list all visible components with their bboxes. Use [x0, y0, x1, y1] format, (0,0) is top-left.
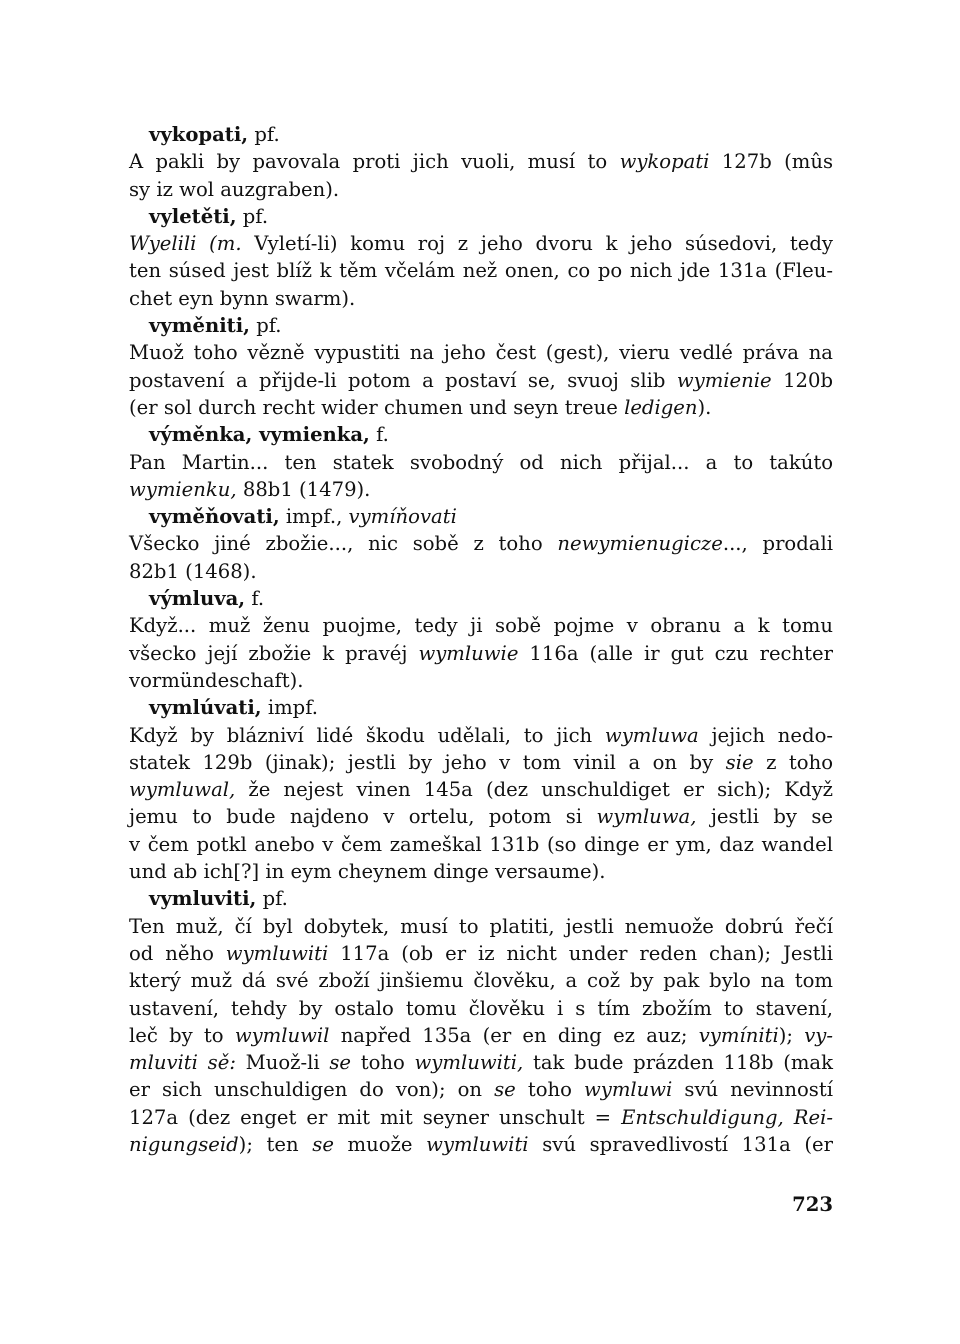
- entry-text-line: [129, 285, 833, 312]
- text-run: ); ten: [238, 1132, 313, 1156]
- entry-text-line: [129, 148, 833, 175]
- entry-text-line: [129, 530, 833, 557]
- italic-citation: se: [494, 1078, 516, 1102]
- text-run: ustavení, tehdy by ostalo tomu člověku i s tím zbožím to stavení,: [129, 996, 833, 1020]
- italic-citation: sie: [725, 750, 754, 774]
- italic-citation: wymluwiti,: [414, 1051, 524, 1075]
- text-run: jestli by se: [696, 805, 833, 829]
- page-number: 723: [792, 1193, 833, 1216]
- text-run: Muož toho vězně vypustiti na jeho čest (gest), vieru vedlé práva na: [129, 341, 833, 365]
- italic-citation: wymluwal,: [129, 778, 236, 802]
- text-run: 127b (mûs: [709, 150, 833, 174]
- italic-citation: wymluwil: [234, 1023, 330, 1047]
- text-run: pf.: [249, 314, 282, 338]
- entry-text-line: [129, 1049, 833, 1076]
- entry-text-line: [129, 1076, 833, 1103]
- headword: vyměňovati,: [149, 505, 280, 529]
- text-run: Pan Martin... ten statek svobodný od nich přijal... a to takúto: [129, 450, 833, 474]
- entry-text-line: [129, 749, 833, 776]
- text-run: Všecko jiné zbožie..., nic sobě z toho: [129, 532, 558, 556]
- text-run: 116a (alle ir gut czu rechter: [518, 641, 833, 665]
- italic-citation: wymluwie: [418, 641, 519, 665]
- text-run: Muož-li: [235, 1051, 330, 1075]
- text-run: (er sol durch recht wider chumen und seyn treue: [129, 395, 625, 419]
- italic-citation: vy-: [804, 1023, 833, 1047]
- entry-text-line: [129, 1104, 833, 1131]
- headword: výměnka, vymienka,: [149, 423, 370, 447]
- italic-citation: wymluwa: [604, 723, 699, 747]
- text-run: vormündeschaft).: [129, 668, 304, 692]
- headword: vykopati,: [149, 123, 249, 146]
- text-run: toho: [515, 1078, 584, 1102]
- text-run: svú nevinností: [672, 1078, 834, 1102]
- text-run: Když... muž ženu puojme, tedy ji sobě pojme v obranu a k tomu: [129, 614, 833, 638]
- italic-citation: wymluwiti: [426, 1132, 529, 1156]
- text-run: který muž dá své zboží jinšiemu člověku, a což by pak bylo na tom: [129, 969, 833, 993]
- entry-text-line: [129, 967, 833, 994]
- text-run: Vyletí-li) komu roj z jeho dvoru k jeho súsedovi, tedy: [241, 232, 833, 256]
- italic-citation: vymíniti: [698, 1023, 779, 1047]
- entry-headword-line: [129, 421, 833, 448]
- italic-citation: Wyelili (m.: [129, 232, 242, 256]
- text-run: ..., prodali: [722, 532, 833, 556]
- text-run: impf.,: [279, 505, 349, 529]
- entry-text-line: [129, 449, 833, 476]
- entry-headword-line: [129, 694, 833, 721]
- text-run: 120b: [771, 368, 834, 392]
- text-run: napřed 135a (er en ding ez auz;: [329, 1023, 699, 1047]
- entry-headword-line: [129, 312, 833, 339]
- entry-text-line: [129, 339, 833, 366]
- text-run: leč by to: [129, 1023, 235, 1047]
- text-run: muože: [333, 1132, 427, 1156]
- italic-citation: wymluwiti: [225, 941, 329, 965]
- entry-text-line: [129, 831, 833, 858]
- entry-text-line: [129, 612, 833, 639]
- text-run: 127a (dez enget er mit mit seyner unschult =: [129, 1105, 622, 1129]
- headword: vyletěti,: [149, 204, 237, 228]
- italic-citation: wykopati: [619, 150, 710, 174]
- entry-text-line: [129, 558, 833, 585]
- text-run: 82b1 (1468).: [129, 559, 257, 583]
- text-run: toho: [350, 1051, 415, 1075]
- text-run: jejich nedo-: [698, 723, 833, 747]
- entry-headword-line: [129, 121, 833, 148]
- text-run: svú spravedlivostí 131a (er: [528, 1132, 833, 1156]
- entry-text-line: [129, 940, 833, 967]
- entry-text-line: [129, 1022, 833, 1049]
- italic-citation: Entschuldigung, Rei-: [621, 1105, 834, 1129]
- entry-headword-line: [129, 585, 833, 612]
- text-run: f.: [369, 423, 389, 447]
- text-run: od něho: [129, 941, 226, 965]
- entry-text-line: [129, 667, 833, 694]
- entry-text-line: [129, 913, 833, 940]
- entry-text-line: [129, 995, 833, 1022]
- entry-text-line: [129, 176, 833, 203]
- text-run: A pakli by pavovala proti jich vuoli, musí to: [129, 150, 620, 174]
- text-run: impf.: [261, 696, 318, 720]
- italic-citation: wymienku,: [129, 477, 237, 501]
- italic-citation: newymienugicze: [557, 532, 723, 556]
- italic-citation: se: [329, 1051, 351, 1075]
- text-run: z toho: [753, 750, 833, 774]
- italic-citation: nigungseid: [129, 1132, 239, 1156]
- text-run: );: [778, 1023, 805, 1047]
- text-run: pf.: [256, 887, 288, 911]
- italic-citation: ledigen: [624, 395, 698, 419]
- dictionary-entries: [129, 121, 833, 1158]
- text-run: tak bude prázden 118b (mak: [523, 1051, 833, 1075]
- italic-citation: se: [312, 1132, 334, 1156]
- text-run: Ten muž, čí byl dobytek, musí to platiti, jestli nemuože dobrú řečí: [129, 914, 833, 938]
- text-run: sy iz wol auzgraben).: [129, 177, 340, 201]
- entry-text-line: [129, 1131, 833, 1158]
- text-run: pf.: [248, 123, 280, 146]
- entry-text-line: [129, 230, 833, 257]
- text-run: že nejest vinen 145a (dez unschuldiget er sich); Když: [235, 778, 833, 802]
- text-run: všecko její zbožie k pravéj: [129, 641, 419, 665]
- entry-text-line: [129, 776, 833, 803]
- text-run: jemu to bude najdeno v ortelu, potom si: [129, 805, 597, 829]
- headword: výmluva,: [149, 587, 246, 611]
- entry-text-line: [129, 257, 833, 284]
- text-run: chet eyn bynn swarm).: [129, 286, 356, 310]
- entry-headword-line: [129, 503, 833, 530]
- entry-text-line: [129, 476, 833, 503]
- entry-text-line: [129, 803, 833, 830]
- italic-citation: wymluwi: [583, 1078, 673, 1102]
- text-run: f.: [245, 587, 265, 611]
- text-run: Když by blázniví lidé škodu udělali, to jich: [129, 723, 605, 747]
- entry-text-line: [129, 640, 833, 667]
- text-run: ).: [697, 395, 712, 419]
- text-run: er sich unschuldigen do von); on: [129, 1078, 495, 1102]
- entry-text-line: [129, 367, 833, 394]
- entry-headword-line: [129, 203, 833, 230]
- entry-text-line: [129, 394, 833, 421]
- text-run: ten súsed jest blíž k těm včelám než onen, co po nich jde 131a (Fleu-: [129, 259, 833, 283]
- italic-citation: mluviti sě:: [129, 1051, 236, 1075]
- text-run: postavení a přijde-li potom a postaví se, svuoj slib: [129, 368, 677, 392]
- headword: vymluviti,: [149, 887, 257, 911]
- text-run: v čem potkl anebo v čem zameškal 131b (so dinge er ym, daz wandel: [129, 832, 833, 856]
- text-run: 117a (ob er iz nicht under reden chan); Jestli: [328, 941, 833, 965]
- entry-text-line: [129, 722, 833, 749]
- entry-headword-line: [129, 885, 833, 912]
- text-run: statek 129b (jinak); jestli by jeho v tom vinil a on by: [129, 750, 726, 774]
- headword: vymlúvati,: [149, 696, 262, 720]
- italic-citation: vymíňovati: [348, 505, 457, 529]
- italic-citation: wymluwa,: [596, 805, 697, 829]
- entry-text-line: [129, 858, 833, 885]
- italic-citation: wymienie: [676, 368, 772, 392]
- text-run: und ab ich[?] in eym cheynem dinge versaume).: [129, 860, 606, 884]
- text-run: 88b1 (1479).: [236, 477, 371, 501]
- headword: vyměniti,: [149, 314, 250, 338]
- text-run: pf.: [236, 204, 269, 228]
